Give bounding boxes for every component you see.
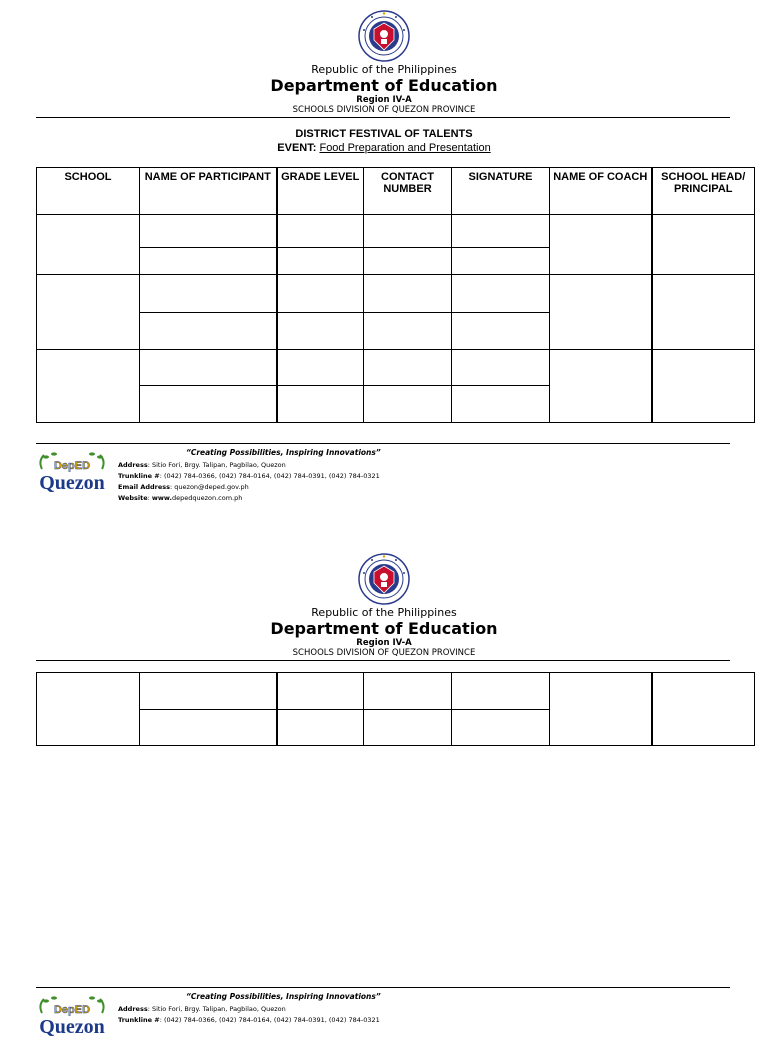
event-line xyxy=(0,141,768,155)
footer-slogan: “Creating Possibilities, Inspiring Innovations” xyxy=(186,992,381,1001)
header-divider xyxy=(36,117,730,118)
event-block xyxy=(0,127,768,155)
header-participant: NAME OF PARTICIPANT xyxy=(140,168,277,215)
address-value: Sitio Fori, Brgy. Talipan, Pagbilao, Quezon xyxy=(151,461,286,469)
department-title: Department of Education xyxy=(270,76,498,95)
trunkline-label: Trunkline # xyxy=(118,1016,160,1024)
signature-cell[interactable] xyxy=(452,275,550,313)
footer-page-2 xyxy=(36,987,730,1038)
contact-cell[interactable] xyxy=(364,673,452,710)
participant-cell[interactable] xyxy=(140,215,277,248)
header-head: SCHOOL HEAD/ PRINCIPAL xyxy=(652,168,755,215)
school-cell[interactable] xyxy=(37,215,140,275)
address-value: Sitio Fori, Brgy. Talipan, Pagbilao, Quezon xyxy=(151,1005,286,1013)
email-label: Email Address xyxy=(118,483,171,491)
coach-cell[interactable] xyxy=(550,673,652,746)
event-label: EVENT: xyxy=(277,142,317,154)
footer xyxy=(36,443,730,509)
signature-cell[interactable] xyxy=(452,710,550,746)
grade-cell[interactable] xyxy=(277,710,364,746)
header-school: SCHOOL xyxy=(37,168,140,215)
header-coach: NAME OF COACH xyxy=(550,168,652,215)
website-label: Website xyxy=(118,494,148,502)
grade-cell[interactable] xyxy=(277,350,364,386)
participant-cell[interactable] xyxy=(140,386,277,423)
letterhead-page-2 xyxy=(0,553,768,658)
school-cell[interactable] xyxy=(37,275,140,350)
grade-cell[interactable] xyxy=(277,386,364,423)
address-label: Address xyxy=(118,461,148,469)
trunkline-value: (042) 784-0366, (042) 784-0164, (042) 784-0391, (042) 784-0321 xyxy=(163,472,380,480)
republic-line: Republic of the Philippines xyxy=(311,606,457,619)
region-line: Region IV-A xyxy=(356,95,412,105)
deped-quezon-logo-icon xyxy=(36,995,108,1039)
website-prefix: www. xyxy=(151,494,172,502)
festival-title: DISTRICT FESTIVAL OF TALENTS xyxy=(295,128,473,140)
signature-cell[interactable] xyxy=(452,350,550,386)
letterhead xyxy=(0,10,768,115)
trunkline-label: Trunkline # xyxy=(118,472,160,480)
logo-bottom-text: Quezon xyxy=(39,1016,105,1038)
address-label: Address xyxy=(118,1005,148,1013)
event-name: Food Preparation and Presentation xyxy=(319,142,491,154)
signature-cell[interactable] xyxy=(452,386,550,423)
coach-cell[interactable] xyxy=(550,215,652,275)
website-value[interactable]: depedquezon.com.ph xyxy=(171,494,243,502)
signature-cell[interactable] xyxy=(452,313,550,350)
participant-cell[interactable] xyxy=(140,350,277,386)
footer-divider xyxy=(36,443,730,444)
header-grade: GRADE LEVEL xyxy=(277,168,364,215)
participant-cell[interactable] xyxy=(140,275,277,313)
participant-cell[interactable] xyxy=(140,313,277,350)
footer-slogan: “Creating Possibilities, Inspiring Innovations” xyxy=(186,448,381,457)
coach-cell[interactable] xyxy=(550,350,652,423)
grade-cell[interactable] xyxy=(277,673,364,710)
participant-cell[interactable] xyxy=(140,710,277,746)
signature-cell[interactable] xyxy=(452,673,550,710)
participants-table-continued xyxy=(36,672,755,746)
deped-seal-icon xyxy=(358,10,410,62)
grade-cell[interactable] xyxy=(277,313,364,350)
logo-top-text: DepED xyxy=(53,1004,91,1016)
head-cell[interactable] xyxy=(652,673,755,746)
school-cell[interactable] xyxy=(37,673,140,746)
table-row xyxy=(37,350,755,386)
header-contact: CONTACT NUMBER xyxy=(364,168,452,215)
table-header-row xyxy=(37,168,755,215)
coach-cell[interactable] xyxy=(550,275,652,350)
deped-quezon-logo-icon xyxy=(36,451,108,495)
table-row xyxy=(37,673,755,710)
participants-table xyxy=(36,167,755,423)
school-cell[interactable] xyxy=(37,350,140,423)
trunkline-value: (042) 784-0366, (042) 784-0164, (042) 784-0391, (042) 784-0321 xyxy=(163,1016,380,1024)
signature-cell[interactable] xyxy=(452,248,550,275)
grade-cell[interactable] xyxy=(277,275,364,313)
department-title: Department of Education xyxy=(270,619,498,638)
participant-cell[interactable] xyxy=(140,673,277,710)
deped-seal-icon xyxy=(358,553,410,605)
header-divider xyxy=(36,660,730,661)
head-cell[interactable] xyxy=(652,215,755,275)
footer-divider xyxy=(36,987,730,988)
table-row xyxy=(37,275,755,313)
division-line: SCHOOLS DIVISION OF QUEZON PROVINCE xyxy=(292,648,476,658)
region-line: Region IV-A xyxy=(356,638,412,648)
email-value[interactable]: quezon@deped.gov.ph xyxy=(174,483,249,491)
logo-bottom-text: Quezon xyxy=(39,472,105,494)
grade-cell[interactable] xyxy=(277,248,364,275)
contact-cell[interactable] xyxy=(364,386,452,423)
republic-line: Republic of the Philippines xyxy=(311,63,457,76)
contact-cell[interactable] xyxy=(364,248,452,275)
grade-cell[interactable] xyxy=(277,215,364,248)
signature-cell[interactable] xyxy=(452,215,550,248)
head-cell[interactable] xyxy=(652,350,755,423)
head-cell[interactable] xyxy=(652,275,755,350)
contact-cell[interactable] xyxy=(364,710,452,746)
participant-cell[interactable] xyxy=(140,248,277,275)
footer-contact-info: Address: Sitio Fori, Brgy. Talipan, Pagbilao, Quezon Trunkline #: (042) 784-0366, (042) 784-0164, (042) 784-0391, (042) 784-0321 xyxy=(118,1005,380,1024)
footer-contact-info: Address: Sitio Fori, Brgy. Talipan, Pagbilao, Quezon Trunkline #: (042) 784-0366, (042) 784-0164, (042) 784-0391, (042) 784-0321 Email Address: quezon@deped.gov.ph Website: www.depedquezon.com.ph xyxy=(118,461,380,502)
contact-cell[interactable] xyxy=(364,313,452,350)
contact-cell[interactable] xyxy=(364,215,452,248)
division-line: SCHOOLS DIVISION OF QUEZON PROVINCE xyxy=(292,105,476,115)
logo-top-text: DepED xyxy=(53,460,91,472)
contact-cell[interactable] xyxy=(364,275,452,313)
contact-cell[interactable] xyxy=(364,350,452,386)
header-signature: SIGNATURE xyxy=(452,168,550,215)
table-row xyxy=(37,215,755,248)
